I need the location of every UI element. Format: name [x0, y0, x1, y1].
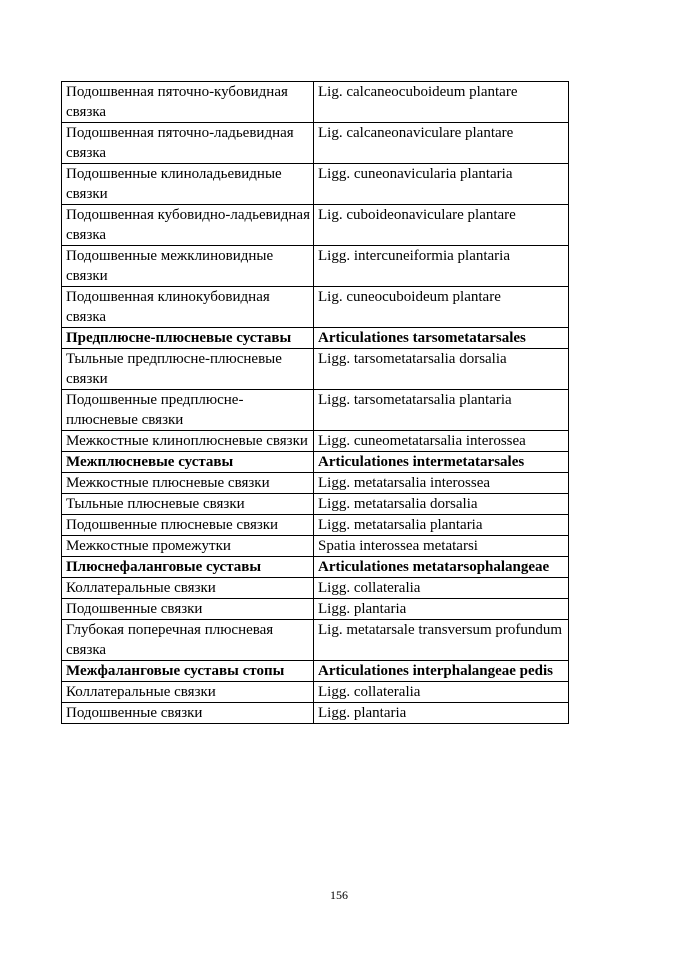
latin-term-cell: Ligg. cuneonavicularia plantaria — [314, 164, 569, 205]
latin-term-cell: Ligg. plantaria — [314, 703, 569, 724]
latin-term-cell: Articulationes metatarsophalangeae — [314, 557, 569, 578]
latin-term-cell: Ligg. metatarsalia plantaria — [314, 515, 569, 536]
russian-term-cell: Подошвенная пяточно-кубовидная связка — [62, 82, 314, 123]
latin-term-cell: Ligg. intercuneiformia plantaria — [314, 246, 569, 287]
table-section-row — [62, 452, 569, 473]
latin-term-cell: Ligg. metatarsalia dorsalia — [314, 494, 569, 515]
russian-term-cell: Подошвенные связки — [62, 703, 314, 724]
russian-term-cell: Подошвенная клинокубовидная связка — [62, 287, 314, 328]
table-row — [62, 390, 569, 431]
table-row — [62, 246, 569, 287]
russian-term-cell: Подошвенные межклиновидные связки — [62, 246, 314, 287]
russian-term-cell: Тыльные плюсневые связки — [62, 494, 314, 515]
latin-term-cell: Lig. cuneocuboideum plantare — [314, 287, 569, 328]
latin-term-cell: Articulationes interphalangeae pedis — [314, 661, 569, 682]
latin-term-cell: Lig. calcaneonaviculare plantare — [314, 123, 569, 164]
latin-term-cell: Ligg. metatarsalia interossea — [314, 473, 569, 494]
russian-term-cell: Коллатеральные связки — [62, 578, 314, 599]
table-row — [62, 205, 569, 246]
latin-term-cell: Ligg. plantaria — [314, 599, 569, 620]
latin-term-cell: Ligg. collateralia — [314, 682, 569, 703]
table-row — [62, 682, 569, 703]
table-row — [62, 494, 569, 515]
table-row — [62, 620, 569, 661]
russian-term-cell: Межкостные плюсневые связки — [62, 473, 314, 494]
latin-term-cell: Ligg. cuneometatarsalia interossea — [314, 431, 569, 452]
latin-term-cell: Spatia interossea metatarsi — [314, 536, 569, 557]
russian-term-cell: Межфаланговые суставы стопы — [62, 661, 314, 682]
russian-term-cell: Тыльные предплюсне-плюсневые связки — [62, 349, 314, 390]
russian-term-cell: Межкостные клиноплюсневые связки — [62, 431, 314, 452]
table-section-row — [62, 661, 569, 682]
table-row — [62, 536, 569, 557]
latin-term-cell: Ligg. tarsometatarsalia dorsalia — [314, 349, 569, 390]
table-row — [62, 473, 569, 494]
terminology-table — [61, 81, 569, 724]
table-row — [62, 123, 569, 164]
table-row — [62, 164, 569, 205]
russian-term-cell: Подошвенная кубовидно-ладьевидная связка — [62, 205, 314, 246]
latin-term-cell: Ligg. collateralia — [314, 578, 569, 599]
page-number: 156 — [330, 888, 348, 902]
latin-term-cell: Lig. metatarsale transversum profundum — [314, 620, 569, 661]
russian-term-cell: Подошвенная пяточно-ладьевидная связка — [62, 123, 314, 164]
latin-term-cell: Lig. cuboideonaviculare plantare — [314, 205, 569, 246]
russian-term-cell: Подошвенные клиноладьевидные связки — [62, 164, 314, 205]
russian-term-cell: Глубокая поперечная плюсневая связка — [62, 620, 314, 661]
table-row — [62, 287, 569, 328]
table-row — [62, 599, 569, 620]
russian-term-cell: Коллатеральные связки — [62, 682, 314, 703]
russian-term-cell: Плюснефаланговые суставы — [62, 557, 314, 578]
latin-term-cell: Lig. calcaneocuboideum plantare — [314, 82, 569, 123]
russian-term-cell: Подошвенные предплюсне-плюсневые связки — [62, 390, 314, 431]
terminology-table-body — [62, 82, 569, 724]
table-section-row — [62, 557, 569, 578]
russian-term-cell: Подошвенные связки — [62, 599, 314, 620]
russian-term-cell: Предплюсне-плюсневые суставы — [62, 328, 314, 349]
latin-term-cell: Articulationes tarsometatarsales — [314, 328, 569, 349]
table-section-row — [62, 328, 569, 349]
latin-term-cell: Articulationes intermetatarsales — [314, 452, 569, 473]
table-row — [62, 515, 569, 536]
russian-term-cell: Межкостные промежутки — [62, 536, 314, 557]
table-row — [62, 578, 569, 599]
russian-term-cell: Межплюсневые суставы — [62, 452, 314, 473]
latin-term-cell: Ligg. tarsometatarsalia plantaria — [314, 390, 569, 431]
table-row — [62, 703, 569, 724]
russian-term-cell: Подошвенные плюсневые связки — [62, 515, 314, 536]
table-row — [62, 349, 569, 390]
table-row — [62, 82, 569, 123]
table-row — [62, 431, 569, 452]
